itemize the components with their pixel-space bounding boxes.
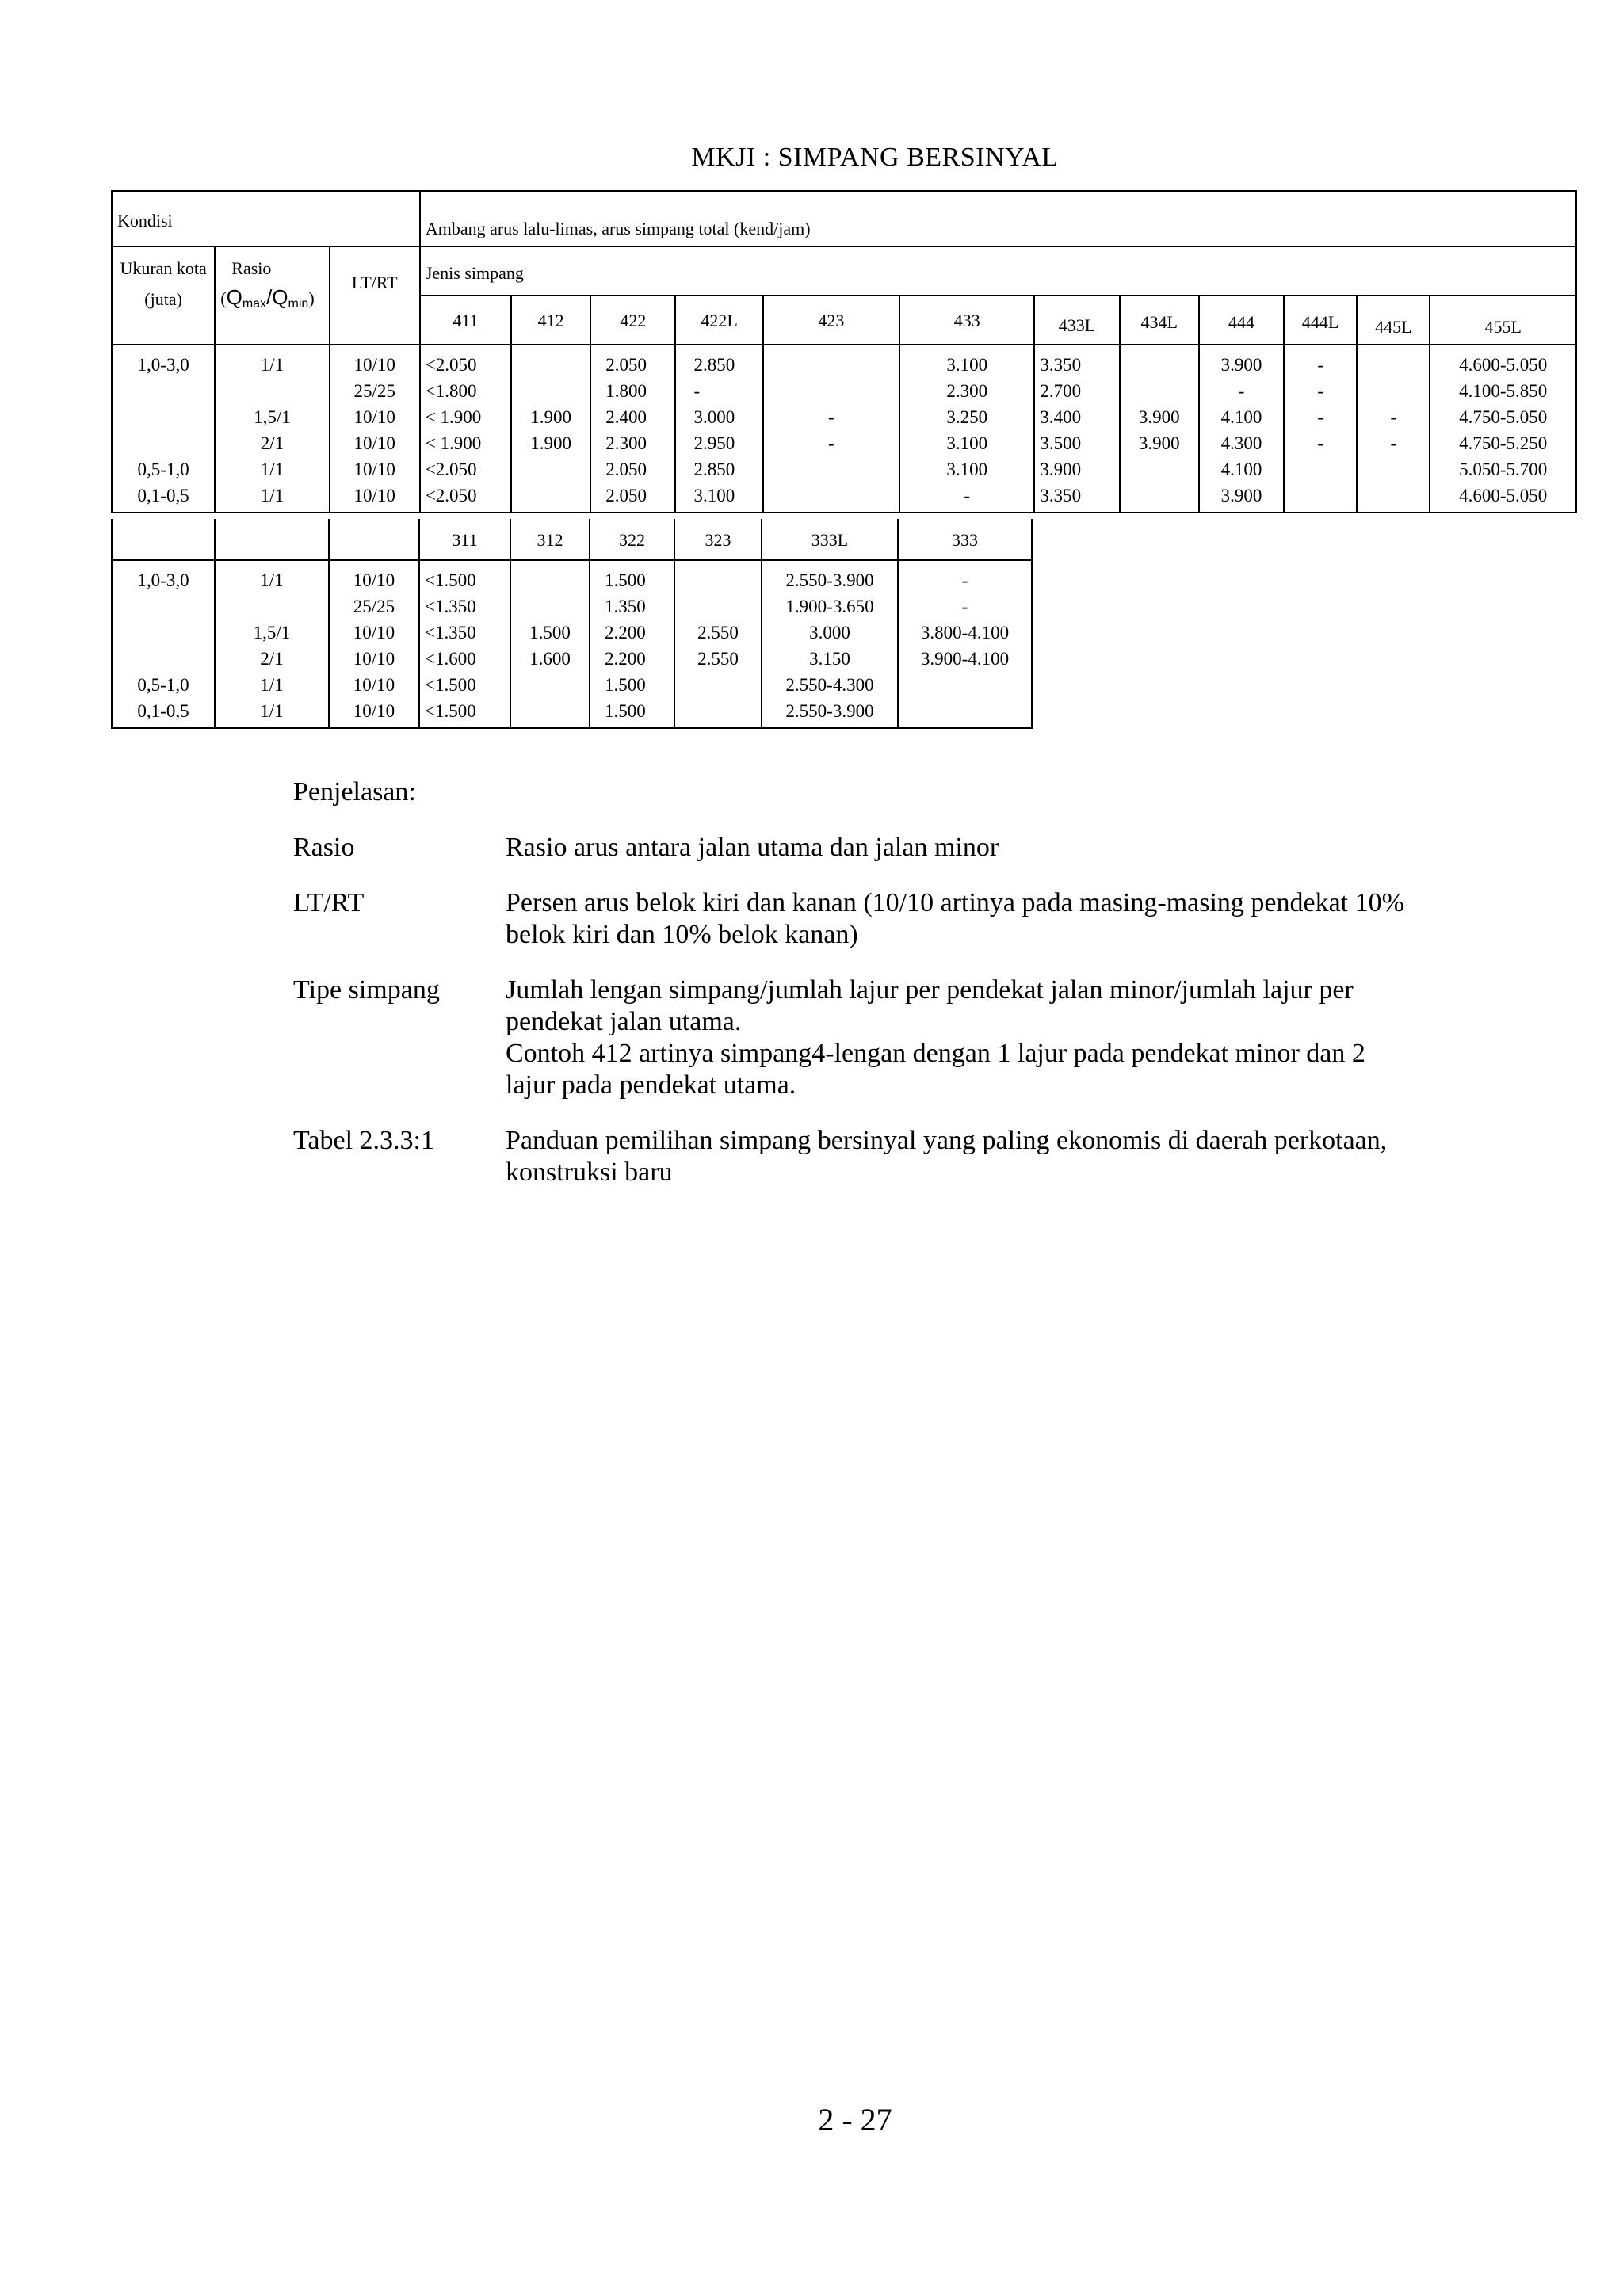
ltrt-column: 10/10 25/25 10/10 10/10 10/10 10/10 [330,345,420,513]
term-label: LT/RT [293,888,365,917]
value-column-433: 3.100 2.300 3.250 3.100 3.100 - [899,345,1034,513]
term-label: Tabel 2.3.3:1 [293,1126,434,1155]
rasio-header [215,246,329,345]
value-column-445L: - - [1357,345,1430,513]
kota-column-3arm: 1,0-3,0 0,5-1,0 0,1-0,5 [112,560,215,728]
type-header-333L: 333L [762,519,898,560]
type-header-333: 333 [898,519,1032,560]
value-column-311: <1.500 <1.350 <1.350 <1.600 <1.500 <1.500 [419,560,510,728]
term-definition: Jumlah lengan simpang/jumlah lajur per pendekat jalan minor/jumlah lajur per pendekat jalan utama. Contoh 412 artinya simpang4-lengan dengan 1 lajur pada pendekat minor dan 2 lajur pada pendekat utama. [506,975,1365,1100]
value-column-333L: 2.550-3.900 1.900-3.650 3.000 3.150 2.550-4.300 2.550-3.900 [762,560,898,728]
value-column-422L: 2.850 - 3.000 2.950 2.850 3.100 [675,345,762,513]
type-header-433: 433 [899,296,1034,345]
type-header-422: 422 [590,296,675,345]
type-header-412: 412 [511,296,590,345]
value-column-444: 3.900 - 4.100 4.300 4.100 3.900 [1199,345,1284,513]
running-header: MKJI : SIMPANG BERSINYAL [691,143,1059,172]
explanation-item-rasio [293,832,1419,864]
type-header-444: 444 [1199,296,1284,345]
blank-header-rasio [215,519,329,560]
explanation-title: Penjelasan: [293,777,416,807]
type-header-411: 411 [420,296,511,345]
type-header-312: 312 [510,519,590,560]
explanation-item-ltrt [293,887,1419,951]
blank-header-ltrt [329,519,419,560]
rasio-label: Rasio [231,258,272,278]
term-definition: Panduan pemilihan simpang bersinyal yang paling ekonomis di daerah perkotaan, konstruksi baru [506,1126,1388,1187]
value-column-444L: - - - - [1284,345,1357,513]
value-column-412: 1.900 1.900 [511,345,590,513]
kota-column: 1,0-3,0 0,5-1,0 0,1-0,5 [112,345,215,513]
ambang-header: Ambang arus lalu-limas, arus simpang total (kend/jam) [420,191,1576,246]
rasio-column: 1/1 1,5/1 2/1 1/1 1/1 [215,345,329,513]
value-column-433L: 3.350 2.700 3.400 3.500 3.900 3.350 [1034,345,1119,513]
type-header-455L: 455L [1430,296,1576,345]
jenis-simpang-header: Jenis simpang [420,246,1576,296]
type-header-423: 423 [763,296,899,345]
type-header-422L: 422L [675,296,762,345]
page-number: 2 - 27 [818,2102,892,2138]
kondisi-header: Kondisi [112,191,420,246]
type-header-445L: 445L [1357,296,1430,345]
ltrt-header: LT/RT [330,246,420,345]
value-column-323: 2.550 2.550 [674,560,762,728]
value-column-322: 1.500 1.350 2.200 2.200 1.500 1.500 [590,560,674,728]
type-header-323: 323 [674,519,762,560]
explanation-item-tipe-simpang [293,974,1419,1101]
value-column-333: - - 3.800-4.100 3.900-4.100 [898,560,1032,728]
term-definition: Rasio arus antara jalan utama dan jalan minor [506,833,999,862]
explanation-section [293,776,1419,1212]
term-definition: Persen arus belok kiri dan kanan (10/10 artinya pada masing-masing pendekat 10% belok kiri dan 10% belok kanan) [506,888,1404,949]
ratio-formula: $(Q_{max}/Q_{min})$ [220,285,315,311]
type-header-311: 311 [419,519,510,560]
value-column-411: <2.050 <1.800 < 1.900 < 1.900 <2.050 <2.050 [420,345,511,513]
ltrt-column-3arm: 10/10 25/25 10/10 10/10 10/10 10/10 [329,560,419,728]
value-column-434L: 3.900 3.900 [1120,345,1199,513]
type-header-444L: 444L [1284,296,1357,345]
type-header-322: 322 [590,519,674,560]
blank-header-kota [112,519,215,560]
type-header-433L: 433L [1034,296,1119,345]
rasio-column-3arm: 1/1 1,5/1 2/1 1/1 1/1 [215,560,329,728]
value-column-422: 2.050 1.800 2.400 2.300 2.050 2.050 [590,345,675,513]
term-label: Rasio [293,833,355,862]
intersection-table-4-arm [111,190,1577,513]
juta-label: (juta) [144,289,182,309]
intersection-table-3-arm [111,519,1033,729]
ukuran-kota-label: Ukuran kota [120,258,207,278]
term-label: Tipe simpang [293,975,440,1005]
value-column-312: 1.500 1.600 [510,560,590,728]
type-header-434L: 434L [1120,296,1199,345]
ukuran-kota-header [112,246,215,345]
explanation-item-tabel [293,1125,1419,1188]
value-column-423: - - [763,345,899,513]
value-column-455L: 4.600-5.050 4.100-5.850 4.750-5.050 4.750-5.250 5.050-5.700 4.600-5.050 [1430,345,1576,513]
